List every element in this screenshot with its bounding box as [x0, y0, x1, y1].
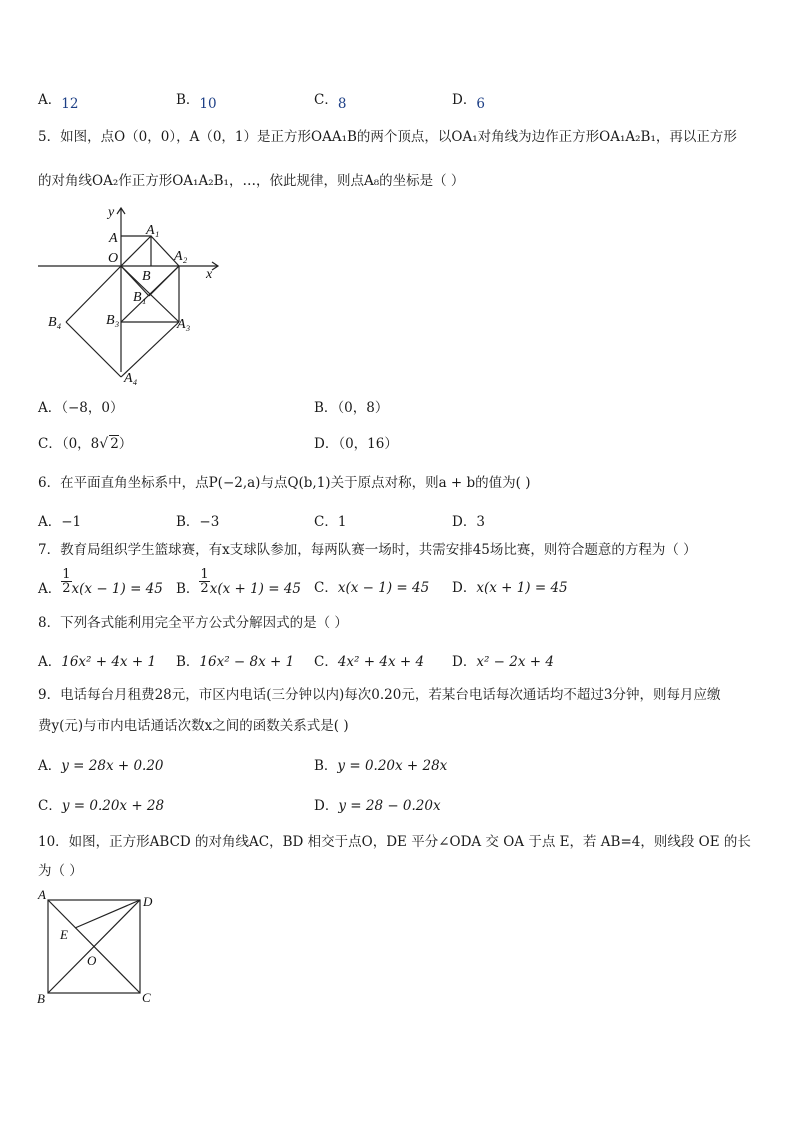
q5-label-a3: A₃: [177, 317, 191, 332]
q7-option-b[interactable]: B． $\frac{1}{2}$ x(x + 1) = 45: [176, 567, 302, 597]
q6-stem: 6．在平面直角坐标系中，点P(−2,a)与点Q(b,1)关于原点对称，则a + b的值为( ): [38, 475, 531, 491]
q10-label-e: E: [60, 927, 68, 942]
q10-label-d: D: [143, 894, 153, 909]
q7-option-c[interactable]: C．x(x − 1) = 45: [314, 580, 430, 596]
q6-option-d[interactable]: D．3: [452, 514, 485, 530]
q5-stem-line1: 5．如图，点O（0，0），A（0，1）是正方形OAA₁B的两个顶点，以OA₁对角线为边作正方形OA₁A₂B₁，再以正方形: [38, 129, 737, 145]
q8-option-d[interactable]: D．x² − 2x + 4: [452, 654, 554, 670]
q7-option-a[interactable]: A． $\frac{1}{2}$ x(x − 1) = 45: [38, 567, 163, 597]
q5-label-b1: B₁: [133, 290, 147, 305]
q6-option-c[interactable]: C．1: [314, 514, 347, 530]
q5-label-o: O: [108, 251, 119, 266]
q5-label-b3: B₃: [106, 313, 120, 328]
q8-option-a[interactable]: A．16x² + 4x + 1: [38, 654, 157, 670]
q9-option-d[interactable]: D．y = 28 − 0.20x: [314, 798, 441, 814]
q7-option-d[interactable]: D．x(x + 1) = 45: [452, 580, 568, 596]
q4-option-a[interactable]: A．12: [38, 92, 79, 112]
q5-label-a4: A₄: [124, 371, 138, 386]
q5-figure: [36, 200, 226, 394]
q5-label-y: y: [108, 205, 115, 220]
q6-option-a[interactable]: A．−1: [38, 514, 82, 530]
q5-stem-line2: 的对角线OA₂作正方形OA₁A₂B₁，…，依此规律，则点A₈的坐标是（ ）: [38, 173, 465, 189]
q5-option-a[interactable]: A．（−8，0）: [38, 400, 124, 416]
q10-stem-line1: 10．如图，正方形ABCD 的对角线AC，BD 相交于点O，DE 平分∠ODA 交 OA 于点 E，若 AB=4，则线段 OE 的长: [38, 834, 751, 850]
q9-option-b[interactable]: B．y = 0.20x + 28x: [314, 758, 448, 774]
q5-label-b: B: [142, 269, 151, 284]
fraction: $\frac{1}{2}$: [200, 567, 209, 596]
q10-stem-line2: 为（ ）: [38, 863, 83, 879]
q10-label-c: C: [142, 990, 151, 1005]
q5-label-b4: B₄: [48, 315, 62, 330]
q5-label-a: A: [109, 231, 118, 246]
q4-option-b[interactable]: B．10: [176, 92, 217, 112]
q10-label-b: B: [37, 991, 45, 1006]
q7-stem: 7．教育局组织学生篮球赛，有x支球队参加，每两队赛一场时，共需安排45场比赛，则符合题意的方程为（ ）: [38, 542, 697, 558]
q5-option-c[interactable]: C．（0，8√ 2）: [38, 436, 133, 452]
q9-option-a[interactable]: A．y = 28x + 0.20: [38, 758, 164, 774]
q10-label-o: O: [87, 953, 97, 968]
q8-option-b[interactable]: B．16x² − 8x + 1: [176, 654, 295, 670]
q6-option-b[interactable]: B．−3: [176, 514, 220, 530]
q4-option-c[interactable]: C．8: [314, 92, 347, 112]
fraction: $\frac{1}{2}$: [62, 567, 71, 596]
q5-label-x: x: [206, 267, 213, 282]
q9-option-c[interactable]: C．y = 0.20x + 28: [38, 798, 165, 814]
q9-stem-line2: 费y(元)与市内电话通话次数x之间的函数关系式是( ): [38, 718, 349, 734]
q8-option-c[interactable]: C．4x² + 4x + 4: [314, 654, 425, 670]
q5-option-d[interactable]: D．（0，16）: [314, 436, 398, 452]
q8-stem: 8．下列各式能利用完全平方公式分解因式的是（ ）: [38, 615, 348, 631]
q4-option-d[interactable]: D．6: [452, 92, 485, 112]
q10-figure: [34, 886, 164, 1015]
q10-label-a: A: [38, 887, 46, 902]
q5-label-a1: A₁: [146, 223, 160, 238]
q5-label-a2: A₂: [174, 249, 188, 264]
q9-stem-line1: 9．电话每台月租费28元，市区内电话(三分钟以内)每次0.20元，若某台电话每次通话均不超过3分钟，则每月应缴: [38, 687, 721, 703]
q5-option-b[interactable]: B．（0，8）: [314, 400, 389, 416]
